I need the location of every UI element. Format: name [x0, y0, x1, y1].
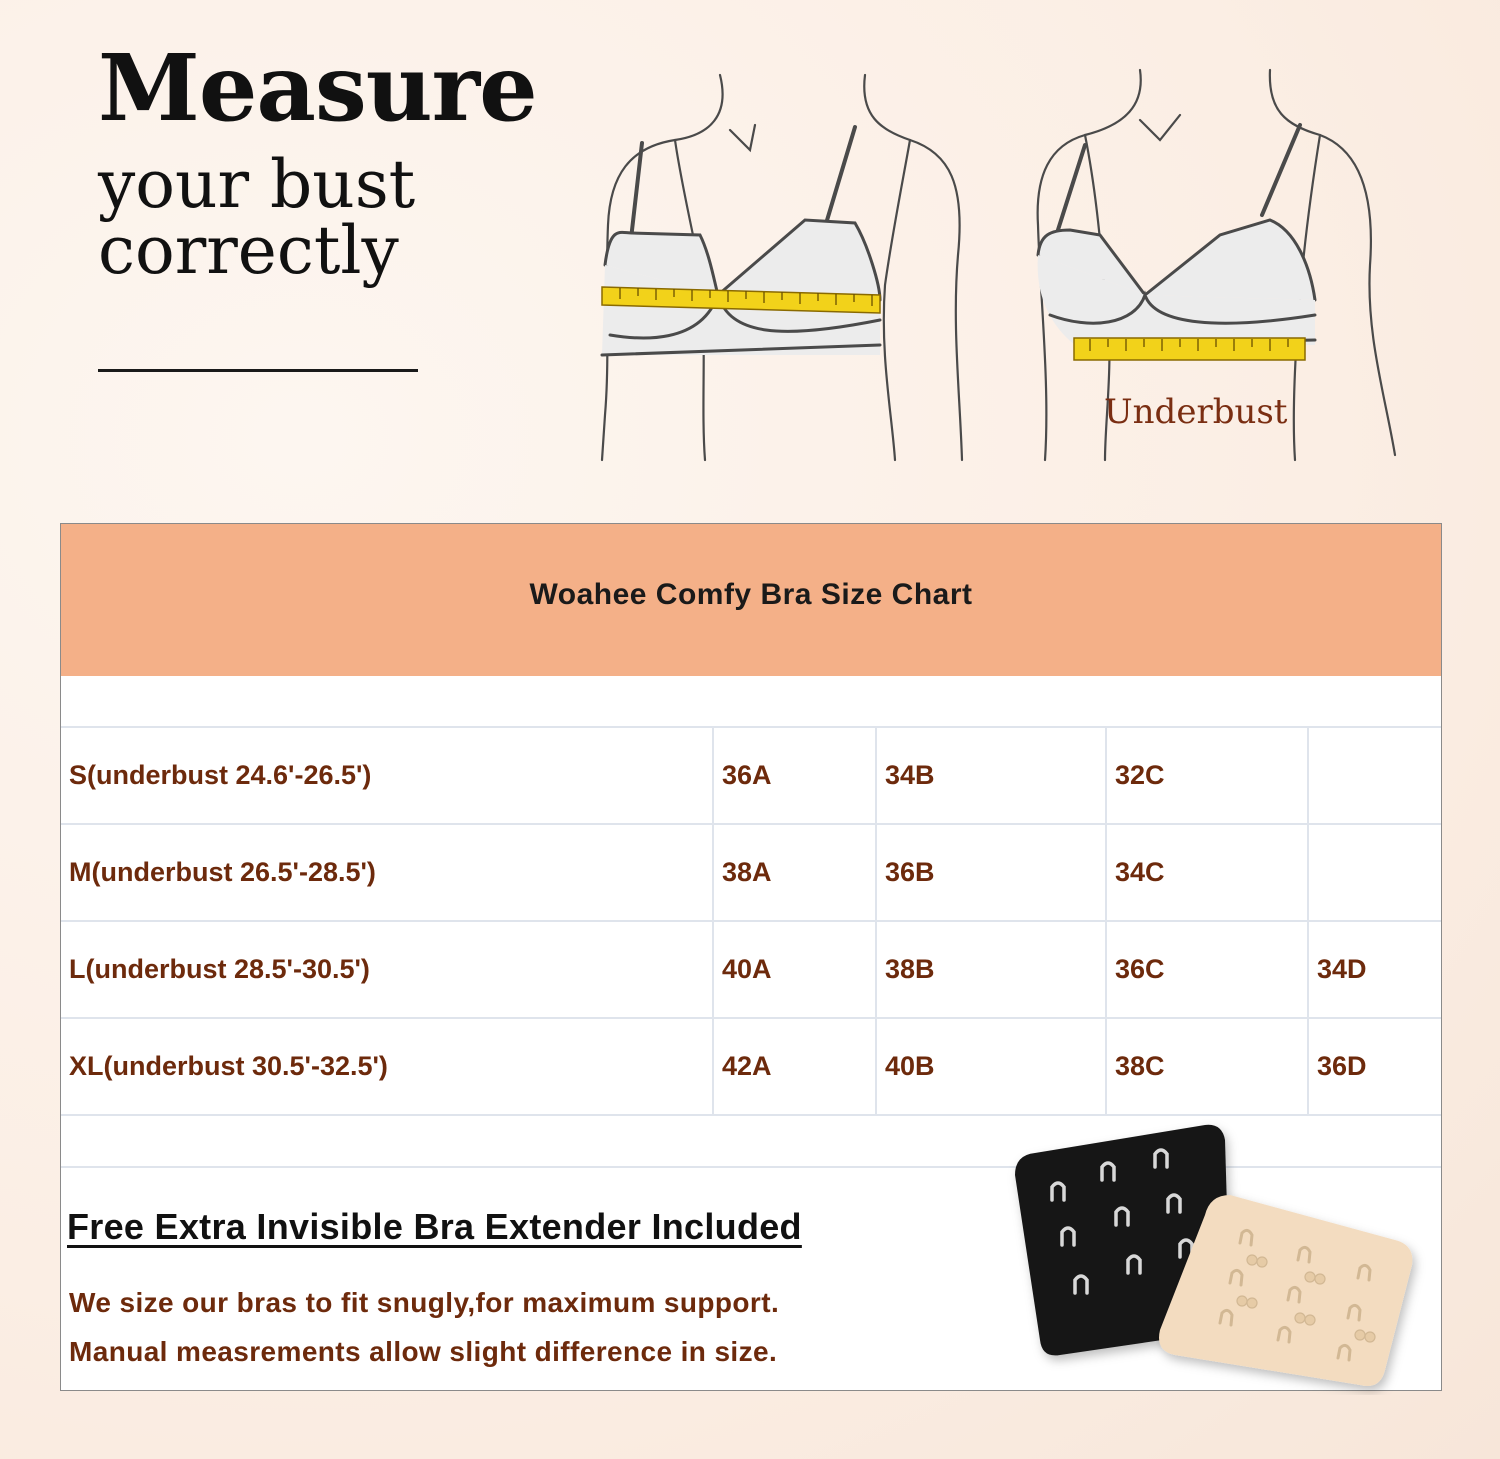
size-chart-title: Woahee Comfy Bra Size Chart	[529, 578, 973, 611]
cup-size: 40A	[714, 922, 877, 1017]
cup-size: 32C	[1107, 728, 1309, 823]
underbust-label: Underbust	[1104, 392, 1288, 432]
bust-measurement-figure	[602, 75, 962, 460]
measuring-tape-underbust	[1074, 338, 1305, 360]
table-row	[61, 728, 1441, 825]
cup-size: 36B	[877, 825, 1107, 920]
size-label: S(underbust 24.6'-26.5')	[61, 728, 714, 823]
table-row	[61, 825, 1441, 922]
cup-size: 40B	[877, 1019, 1107, 1114]
cup-size: 34B	[877, 728, 1107, 823]
size-label: XL(underbust 30.5'-32.5')	[61, 1019, 714, 1114]
bust-illustration	[580, 55, 1420, 465]
bra-extender-image	[1000, 1115, 1430, 1395]
table-row	[61, 1019, 1441, 1116]
headline-line2: correctly	[98, 212, 399, 289]
size-chart-header	[61, 524, 1441, 676]
promo-title: Free Extra Invisible Bra Extender Included	[67, 1206, 802, 1247]
cup-size: 36D	[1317, 1051, 1367, 1081]
cup-size: 42A	[714, 1019, 877, 1114]
headline-measure: Measure	[98, 34, 537, 142]
size-label: M(underbust 26.5'-28.5')	[61, 825, 714, 920]
promo-line-2: Manual measrements allow slight difference in size.	[69, 1336, 778, 1367]
headline-divider	[98, 369, 418, 372]
cup-size: 36A	[714, 728, 877, 823]
cup-size: 36C	[1107, 922, 1309, 1017]
promo-line-1: We size our bras to fit snugly,for maximum support.	[69, 1287, 780, 1318]
cup-size: 38B	[877, 922, 1107, 1017]
cup-size: 38A	[714, 825, 877, 920]
size-label: L(underbust 28.5'-30.5')	[61, 922, 714, 1017]
cup-size: 34C	[1107, 825, 1309, 920]
table-row	[61, 922, 1441, 1019]
cup-size	[1309, 728, 1441, 823]
headline	[98, 34, 537, 289]
spacer-row	[61, 676, 1441, 728]
cup-size: 38C	[1107, 1019, 1309, 1114]
cup-size	[1309, 825, 1441, 920]
headline-line1: your bust	[98, 146, 416, 223]
cup-size: 34D	[1317, 954, 1367, 984]
